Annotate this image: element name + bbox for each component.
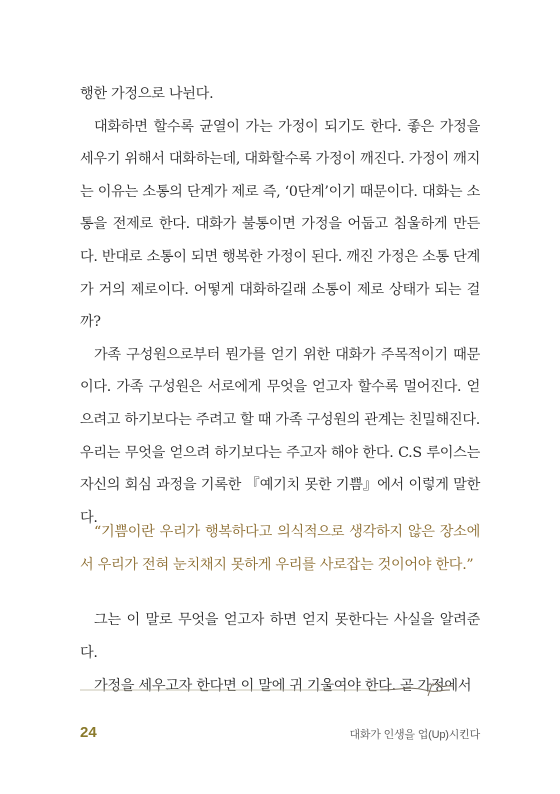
footer-divider <box>80 680 480 700</box>
body-text <box>80 78 480 534</box>
paragraph: 그는 이 말로 무엇을 얻고자 하면 얻지 못한다는 사실을 알려준다. <box>80 612 480 661</box>
paragraph: 대화하면 할수록 균열이 가는 가정이 되기도 한다. 좋은 가정을 세우기 위해서 대화하는데, 대화할수록 가정이 깨진다. 가정이 깨지는 이유는 소통의 단계가 제로 즉, ‘0단계’이기 때문이다. 대화는 소통을 전제로 한다. 대화가 불통이면 가정을 어둡고 침울하게 만든다. 반대로 소통이 되면 행복한 가정이 된다. 깨진 가정은 소통 단계가 거의 제로이다. 어떻게 대화하길래 소통이 제로 상태가 되는 걸까? <box>80 118 480 331</box>
running-title: 대화가 인생을 업(Up)시킨다 <box>349 729 480 741</box>
page-number: 24 <box>80 724 97 741</box>
block-quote: “기쁨이란 우리가 행복하다고 의식적으로 생각하지 않은 장소에서 우리가 전혀 눈치채지 못하게 우리를 사로잡는 것이어야 한다.” <box>80 524 480 573</box>
paragraph-continuation: 행한 가정으로 나뉜다. <box>80 86 214 102</box>
paragraph: 가족 구성원으로부터 뭔가를 얻기 위한 대화가 주목적이기 때문이다. 가족 구성원은 서로에게 무엇을 얻고자 할수록 멀어진다. 얻으려고 하기보다는 주려고 할 때 가족 구성원의 관계는 친밀해진다. 우리는 무엇을 얻으려 하기보다는 주고자 해야 한다. C.S 루이스는 자신의 회심 과정을 기록한 『예기치 못한 기쁨』에서 이렇게 말한다. <box>80 346 480 526</box>
paragraph: 가정을 세우고자 한다면 이 말에 귀 기울여야 한다. 곧 가정에서 <box>94 678 472 694</box>
